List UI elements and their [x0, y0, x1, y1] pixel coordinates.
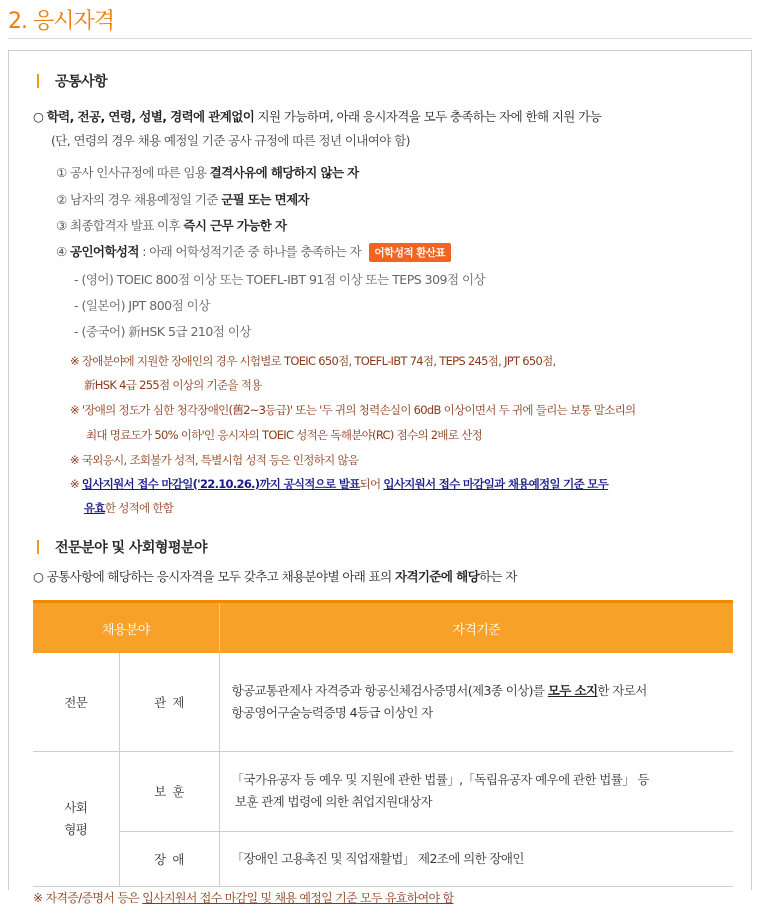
note-text: 되어: [359, 477, 384, 491]
common-lead-sub: (단, 연령의 경우 채용 예정일 기준 공사 규정에 따른 정년 이내여야 함): [51, 133, 410, 148]
note-prefix: ※: [70, 477, 82, 491]
field-cell: 관 제: [119, 653, 219, 751]
field-cell: 장 애: [119, 831, 219, 886]
lead-bold: 자격기준에 해당: [394, 569, 480, 584]
item-text: ② 남자의 경우 채용예정일 기준: [56, 192, 222, 207]
language-score-table-button[interactable]: 어학성적 환산표: [369, 243, 452, 262]
requirement-item: [56, 216, 286, 234]
item-text: ③ 최종합격자 발표 이후: [56, 218, 184, 233]
footnote-emphasis: 입사지원서 접수 마감일 및 채용 예정일 기준 모두 유효하여야 함: [142, 891, 454, 905]
bullet-circle: ○: [33, 109, 44, 124]
criteria-cell: [219, 653, 733, 751]
language-criteria: - (일본어) JPT 800점 이상: [74, 298, 210, 313]
note-text: 한 성적에 한함: [104, 501, 174, 515]
note-line: ※ '장애의 정도가 심한 청각장애인(舊2~3등급)' 또는 '두 귀의 청력손실이 60dB 이상이면서 두 귀에 들리는 보통 말소리의: [70, 403, 636, 417]
criteria-text: 보훈 관계 법령에 의한 취업지원대상자: [231, 794, 432, 809]
common-lead: [33, 107, 601, 125]
qualification-table: [33, 600, 733, 887]
item-text: ① 공사 인사규정에 따른 임용: [56, 165, 210, 180]
note-validity: [70, 476, 608, 492]
item-bold: 군필 또는 면제자: [221, 192, 310, 207]
title-divider: [8, 38, 752, 39]
field-cell: 보 훈: [119, 751, 219, 831]
criteria-cell: [219, 751, 733, 831]
category-cell: 전문: [33, 653, 119, 751]
item-bold: 공인어학성적: [69, 244, 139, 259]
criteria-text: 항공교통관제사 자격증과 항공신체검사증명서(제3종 이상)를: [231, 682, 548, 698]
criteria-text: 한 자로서: [597, 682, 647, 698]
requirement-item: [56, 163, 359, 181]
footnote-text: ※ 자격증/증명서 등은: [33, 891, 143, 905]
table-header-row: [33, 602, 733, 654]
criteria-emphasis: 모두 소지: [547, 682, 598, 698]
criteria-text: 항공영어구술능력증명 4등급 이상인 자: [231, 704, 433, 720]
column-header-field: 채용분야: [33, 602, 219, 654]
note-line: ※ 장애분야에 지원한 장애인의 경우 시험별로 TOEIC 650점, TOEFL-IBT 74점, TEPS 245점, JPT 650점,: [70, 354, 556, 368]
criteria-cell: 「장애인 고용촉진 및 직업재활법」 제2조에 의한 장애인: [219, 831, 733, 886]
note-emphasis: 입사지원서 접수 마감일과 채용예정일 기준 모두: [383, 477, 609, 491]
criteria-text: 「국가유공자 등 예우 및 지원에 관한 법률」,「독립유공자 예우에 관한 법률」 등: [231, 772, 649, 787]
requirement-item: [56, 190, 309, 208]
table-row: [33, 751, 733, 831]
note-emphasis: 유효: [84, 501, 105, 515]
table-row: [33, 653, 733, 751]
note-emphasis: 입사지원서 접수 마감일('22.10.26.)까지 공식적으로 발표: [81, 477, 360, 491]
item-text: : 아래 어학성적기준 중 하나를 충족하는 자: [138, 244, 362, 259]
lead-text: 공통사항에 해당하는 응시자격을 모두 갖추고 채용분야별 아래 표의: [46, 569, 392, 584]
category-cell: 사회 형평: [33, 751, 119, 886]
note-line: ※ 국외응시, 조회불가 성적, 특별시험 성적 등은 인정하지 않음: [70, 453, 359, 467]
section-heading-special: 전문분야 및 사회형평분야: [55, 540, 208, 556]
section-heading-common: 공통사항: [55, 74, 108, 90]
language-criteria: - (중국어) 新HSK 5급 210점 이상: [74, 324, 251, 339]
requirement-item: [56, 242, 451, 262]
language-criteria: - (영어) TOEIC 800점 이상 또는 TOEFL-IBT 91점 이상 또는 TEPS 309점 이상: [74, 272, 486, 287]
lead-text: 지원 가능하며, 아래 응시자격을 모두 충족하는 자에 한해 지원 가능: [257, 109, 602, 124]
page-title: 2. 응시자격: [8, 9, 114, 34]
note-validity-cont: [84, 500, 173, 516]
bullet-circle: ○: [33, 569, 44, 584]
item-bold: 즉시 근무 가능한 자: [183, 218, 287, 233]
section-marker: [37, 74, 39, 88]
item-text: ④: [56, 244, 70, 259]
section-marker: [37, 540, 39, 554]
table-row: [33, 831, 733, 886]
lead-bold: 학력, 전공, 연령, 성별, 경력에 관계없이: [46, 109, 255, 124]
lead-text: 하는 자: [479, 569, 517, 584]
item-bold: 결격사유에 해당하지 않는 자: [209, 165, 359, 180]
column-header-criteria: 자격기준: [219, 602, 733, 654]
note-line: 최대 명료도가 50% 이하'인 응시자의 TOEIC 성적은 독해분야(RC) 점수의 2배로 산정: [86, 428, 483, 442]
footnote: [33, 889, 453, 906]
special-lead: [33, 567, 517, 585]
note-line: 新HSK 4급 255점 이상의 기준을 적용: [84, 378, 262, 392]
